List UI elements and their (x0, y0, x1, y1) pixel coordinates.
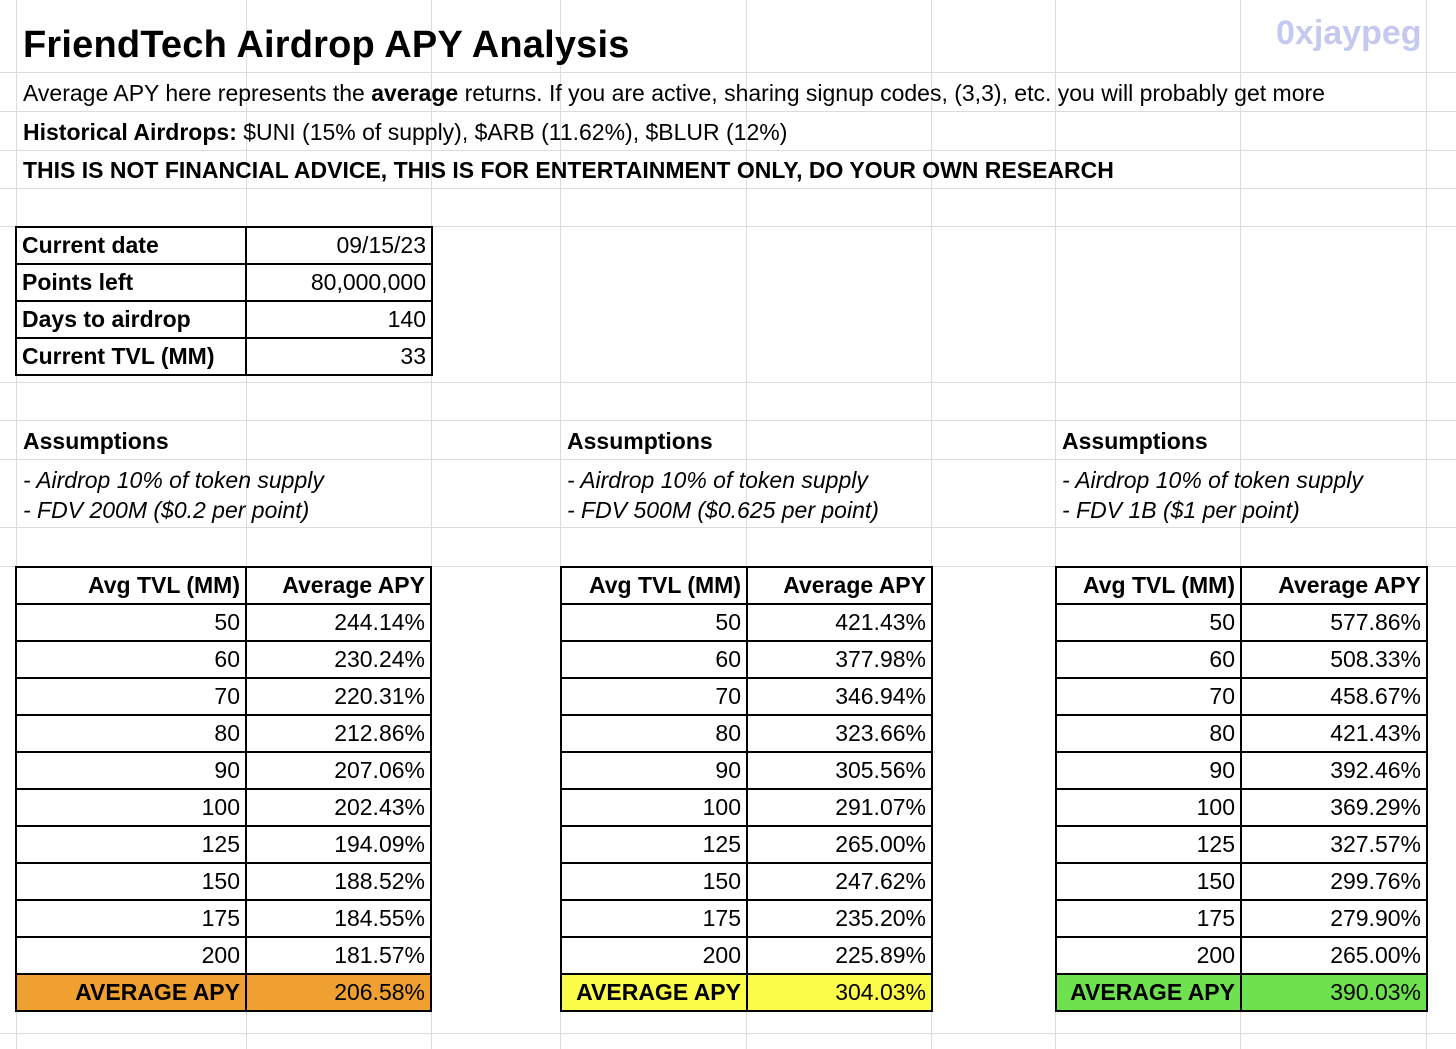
tvl-cell[interactable]: 175 (16, 900, 246, 937)
apy-table (1055, 566, 1428, 1012)
apy-cell[interactable]: 327.57% (1241, 826, 1427, 863)
table-row (16, 752, 431, 789)
header-average-apy[interactable]: Average APY (1241, 567, 1427, 604)
assumption-fdv: - FDV 500M ($0.625 per point) (567, 497, 879, 523)
tvl-cell[interactable]: 125 (1056, 826, 1241, 863)
table-row (561, 752, 932, 789)
table-row (16, 826, 431, 863)
table-header-row (1056, 567, 1427, 604)
apy-cell[interactable]: 247.62% (747, 863, 932, 900)
table-row (561, 678, 932, 715)
average-apy-row (1056, 974, 1427, 1011)
table-row (1056, 678, 1427, 715)
historical-text: $UNI (15% of supply), $ARB (11.62%), $BLUR (12%) (236, 119, 788, 145)
table-header-row (16, 567, 431, 604)
info-value[interactable]: 33 (246, 338, 432, 375)
apy-cell[interactable]: 184.55% (246, 900, 431, 937)
table-row (561, 789, 932, 826)
tvl-cell[interactable]: 70 (1056, 678, 1241, 715)
tvl-cell[interactable]: 200 (1056, 937, 1241, 974)
apy-cell[interactable]: 212.86% (246, 715, 431, 752)
table-row (16, 863, 431, 900)
table-row (561, 900, 932, 937)
info-value[interactable]: 09/15/23 (246, 227, 432, 264)
tvl-cell[interactable]: 60 (1056, 641, 1241, 678)
apy-cell[interactable]: 244.14% (246, 604, 431, 641)
apy-cell[interactable]: 369.29% (1241, 789, 1427, 826)
intro-line-2 (23, 119, 787, 146)
tvl-cell[interactable]: 50 (1056, 604, 1241, 641)
apy-cell[interactable]: 323.66% (747, 715, 932, 752)
apy-cell[interactable]: 230.24% (246, 641, 431, 678)
info-label[interactable]: Points left (16, 264, 246, 301)
info-label[interactable]: Current TVL (MM) (16, 338, 246, 375)
intro-text: Average APY here represents the (23, 80, 372, 106)
assumption-fdv: - FDV 1B ($1 per point) (1062, 497, 1300, 523)
apy-cell[interactable]: 291.07% (747, 789, 932, 826)
intro-line-1 (23, 80, 1325, 107)
apy-cell[interactable]: 299.76% (1241, 863, 1427, 900)
assumptions-title: Assumptions (1062, 428, 1208, 454)
intro-bold: average (371, 80, 459, 106)
table-row (561, 604, 932, 641)
apy-cell[interactable]: 220.31% (246, 678, 431, 715)
info-value[interactable]: 140 (246, 301, 432, 338)
tvl-cell[interactable]: 90 (1056, 752, 1241, 789)
tvl-cell[interactable]: 100 (16, 789, 246, 826)
info-row (16, 301, 432, 338)
disclaimer: THIS IS NOT FINANCIAL ADVICE, THIS IS FOR ENTERTAINMENT ONLY, DO YOUR OWN RESEARCH (23, 157, 1114, 183)
apy-cell[interactable]: 305.56% (747, 752, 932, 789)
tvl-cell[interactable]: 90 (16, 752, 246, 789)
info-row (16, 227, 432, 264)
table-row (16, 937, 431, 974)
table-row (1056, 752, 1427, 789)
info-label[interactable]: Days to airdrop (16, 301, 246, 338)
table-row (561, 937, 932, 974)
tvl-cell[interactable]: 70 (561, 678, 747, 715)
assumptions-title: Assumptions (567, 428, 713, 454)
tvl-cell[interactable]: 90 (561, 752, 747, 789)
tvl-cell[interactable]: 50 (16, 604, 246, 641)
apy-cell[interactable]: 194.09% (246, 826, 431, 863)
tvl-cell[interactable]: 70 (16, 678, 246, 715)
info-row (16, 264, 432, 301)
intro-text: returns. If you are active, sharing signup codes, (3,3), etc. you will probably get more (458, 80, 1325, 106)
average-apy-label[interactable]: AVERAGE APY (1056, 974, 1241, 1011)
table-row (16, 641, 431, 678)
tvl-cell[interactable]: 80 (1056, 715, 1241, 752)
tvl-cell[interactable]: 60 (16, 641, 246, 678)
table-row (1056, 937, 1427, 974)
tvl-cell[interactable]: 100 (1056, 789, 1241, 826)
table-row (1056, 863, 1427, 900)
apy-cell[interactable]: 458.67% (1241, 678, 1427, 715)
table-row (1056, 826, 1427, 863)
info-value[interactable]: 80,000,000 (246, 264, 432, 301)
apy-cell[interactable]: 235.20% (747, 900, 932, 937)
table-row (1056, 641, 1427, 678)
table-row (16, 900, 431, 937)
tvl-cell[interactable]: 125 (561, 826, 747, 863)
apy-cell[interactable]: 377.98% (747, 641, 932, 678)
apy-table (15, 566, 432, 1012)
average-apy-value[interactable]: 304.03% (747, 974, 932, 1011)
apy-cell[interactable]: 207.06% (246, 752, 431, 789)
average-apy-row (561, 974, 932, 1011)
apy-cell[interactable]: 279.90% (1241, 900, 1427, 937)
historical-label: Historical Airdrops: (23, 119, 237, 145)
average-apy-label[interactable]: AVERAGE APY (16, 974, 246, 1011)
table-row (16, 604, 431, 641)
tvl-cell[interactable]: 200 (561, 937, 747, 974)
table-row (16, 715, 431, 752)
tvl-cell[interactable]: 150 (1056, 863, 1241, 900)
header-avg-tvl[interactable]: Avg TVL (MM) (561, 567, 747, 604)
table-row (1056, 900, 1427, 937)
apy-cell[interactable]: 346.94% (747, 678, 932, 715)
table-row (16, 678, 431, 715)
table-row (1056, 789, 1427, 826)
assumption-supply: - Airdrop 10% of token supply (1062, 467, 1363, 493)
apy-cell[interactable]: 188.52% (246, 863, 431, 900)
assumption-supply: - Airdrop 10% of token supply (567, 467, 868, 493)
info-row (16, 338, 432, 375)
tvl-cell[interactable]: 200 (16, 937, 246, 974)
tvl-cell[interactable]: 175 (561, 900, 747, 937)
average-apy-value[interactable]: 390.03% (1241, 974, 1427, 1011)
assumption-fdv: - FDV 200M ($0.2 per point) (23, 497, 310, 523)
tvl-cell[interactable]: 125 (16, 826, 246, 863)
apy-cell[interactable]: 508.33% (1241, 641, 1427, 678)
apy-cell[interactable]: 392.46% (1241, 752, 1427, 789)
apy-cell[interactable]: 421.43% (747, 604, 932, 641)
tvl-cell[interactable]: 175 (1056, 900, 1241, 937)
apy-cell[interactable]: 265.00% (747, 826, 932, 863)
table-row (1056, 715, 1427, 752)
tvl-cell[interactable]: 50 (561, 604, 747, 641)
table-row (561, 715, 932, 752)
apy-cell[interactable]: 181.57% (246, 937, 431, 974)
table-row (561, 863, 932, 900)
header-avg-tvl[interactable]: Avg TVL (MM) (1056, 567, 1241, 604)
apy-cell[interactable]: 421.43% (1241, 715, 1427, 752)
header-average-apy[interactable]: Average APY (747, 567, 932, 604)
tvl-cell[interactable]: 150 (16, 863, 246, 900)
tvl-cell[interactable]: 80 (16, 715, 246, 752)
table-row (561, 826, 932, 863)
apy-cell[interactable]: 202.43% (246, 789, 431, 826)
header-avg-tvl[interactable]: Avg TVL (MM) (16, 567, 246, 604)
table-header-row (561, 567, 932, 604)
tvl-cell[interactable]: 60 (561, 641, 747, 678)
header-average-apy[interactable]: Average APY (246, 567, 431, 604)
tvl-cell[interactable]: 80 (561, 715, 747, 752)
table-row (1056, 604, 1427, 641)
average-apy-label[interactable]: AVERAGE APY (561, 974, 747, 1011)
tvl-cell[interactable]: 100 (561, 789, 747, 826)
table-row (16, 789, 431, 826)
apy-cell[interactable]: 577.86% (1241, 604, 1427, 641)
apy-cell[interactable]: 225.89% (747, 937, 932, 974)
info-table (15, 226, 433, 376)
average-apy-row (16, 974, 431, 1011)
average-apy-value[interactable]: 206.58% (246, 974, 431, 1011)
page-title: FriendTech Airdrop APY Analysis (23, 24, 630, 66)
apy-cell[interactable]: 265.00% (1241, 937, 1427, 974)
tvl-cell[interactable]: 150 (561, 863, 747, 900)
apy-table (560, 566, 933, 1012)
info-label[interactable]: Current date (16, 227, 246, 264)
assumption-supply: - Airdrop 10% of token supply (23, 467, 324, 493)
table-row (561, 641, 932, 678)
watermark: 0xjaypeg (1276, 14, 1422, 52)
assumptions-title: Assumptions (23, 428, 169, 454)
